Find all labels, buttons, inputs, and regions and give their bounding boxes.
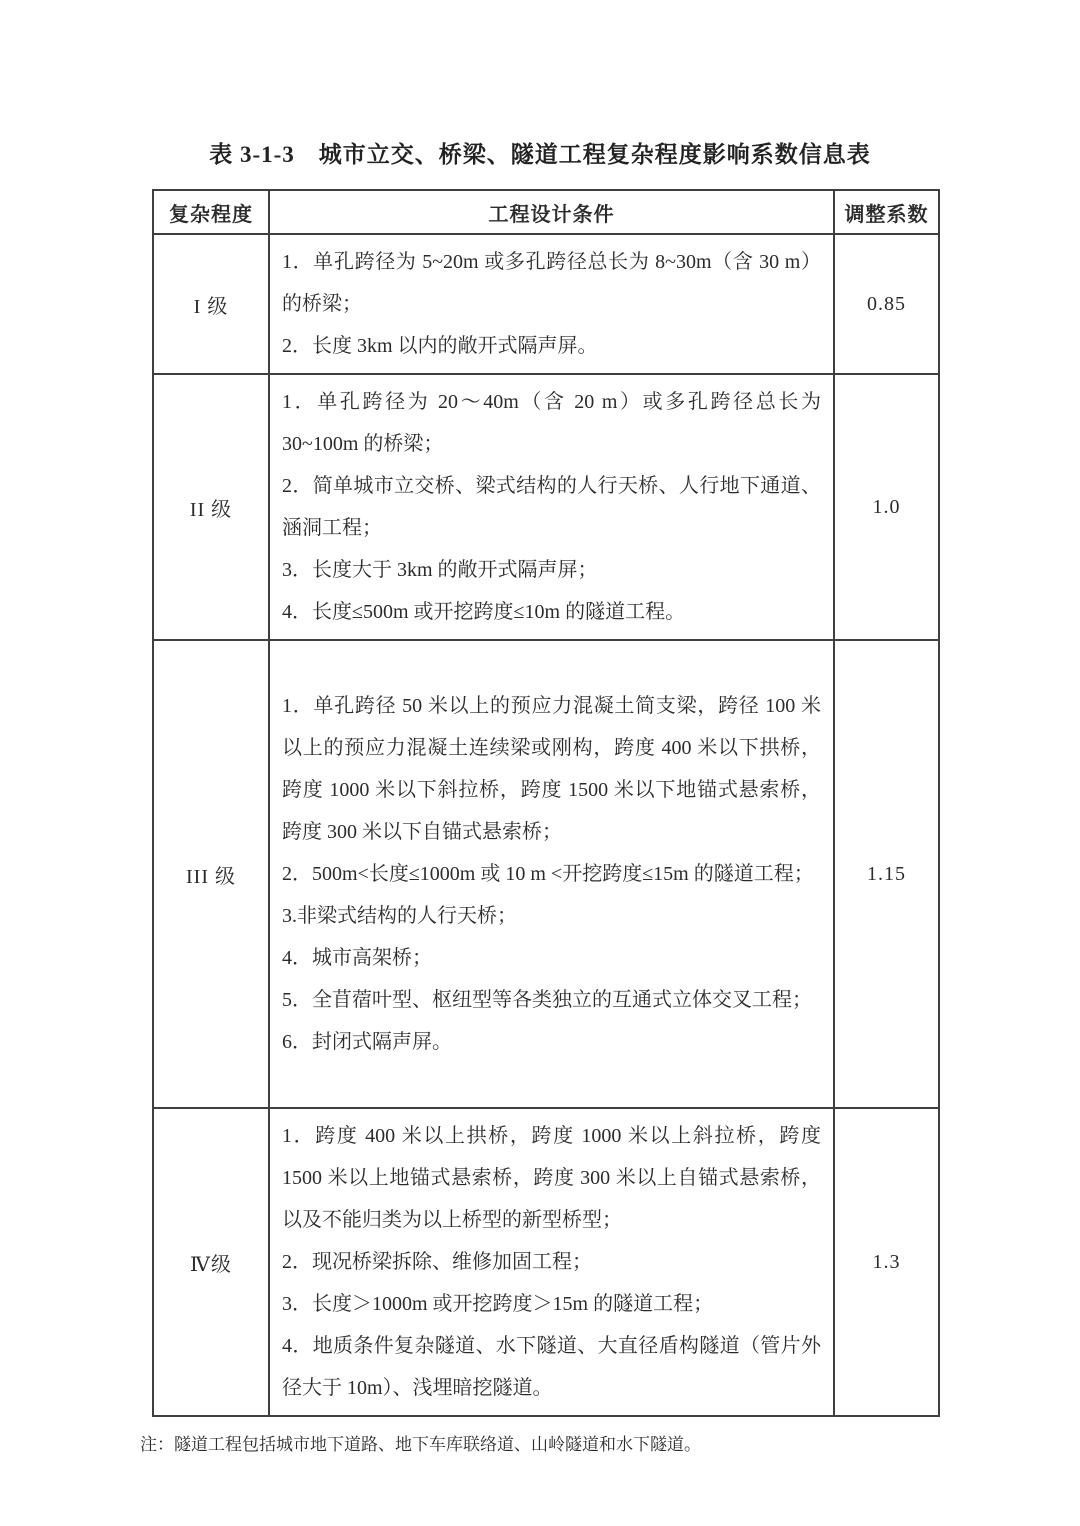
complexity-level-cell: II 级 bbox=[153, 374, 269, 640]
adjustment-coefficient-cell: 1.15 bbox=[834, 640, 939, 1108]
complexity-level-cell: III 级 bbox=[153, 640, 269, 1108]
condition-item: 4．长度≤500m 或开挖跨度≤10m 的隧道工程。 bbox=[282, 601, 686, 623]
design-conditions-cell bbox=[269, 640, 834, 1108]
design-conditions-cell bbox=[269, 374, 834, 640]
adjustment-coefficient-cell: 1.3 bbox=[834, 1108, 939, 1416]
condition-item: 2．简单城市立交桥、梁式结构的人行天桥、人行地下通道、涵洞工程； bbox=[282, 475, 821, 539]
condition-item: 1．单孔跨径为 5~20m 或多孔跨径总长为 8~30m（含 30 m）的桥梁； bbox=[282, 251, 821, 315]
condition-item: 4．城市高架桥； bbox=[282, 947, 432, 969]
table-row bbox=[153, 1108, 939, 1416]
table-body bbox=[153, 234, 939, 1416]
design-conditions-cell bbox=[269, 234, 834, 374]
header-complexity-level: 复杂程度 bbox=[153, 190, 269, 234]
complexity-level-cell: I 级 bbox=[153, 234, 269, 374]
table-header-row bbox=[153, 190, 939, 234]
footnote: 注：隧道工程包括城市地下道路、地下车库联络道、山岭隧道和水下隧道。 bbox=[140, 1435, 701, 1454]
header-adjustment-coefficient: 调整系数 bbox=[834, 190, 939, 234]
table-row bbox=[153, 640, 939, 1108]
header-design-conditions: 工程设计条件 bbox=[269, 190, 834, 234]
table-row bbox=[153, 234, 939, 374]
design-conditions-cell bbox=[269, 1108, 834, 1416]
table-row bbox=[153, 374, 939, 640]
condition-item: 2．现况桥梁拆除、维修加固工程； bbox=[282, 1251, 592, 1273]
adjustment-coefficient-cell: 1.0 bbox=[834, 374, 939, 640]
condition-item: 3.非梁式结构的人行天桥； bbox=[282, 905, 517, 927]
condition-item: 4．地质条件复杂隧道、水下隧道、大直径盾构隧道（管片外径大于 10m）、浅埋暗挖隧道。 bbox=[282, 1335, 821, 1399]
adjustment-coefficient-cell: 0.85 bbox=[834, 234, 939, 374]
condition-item: 1．单孔跨径为 20～40m（含 20 m）或多孔跨径总长为 30~100m 的桥梁； bbox=[282, 391, 821, 455]
condition-item: 5．全苜蓿叶型、枢纽型等各类独立的互通式立体交叉工程； bbox=[282, 989, 812, 1011]
condition-item: 1．跨度 400 米以上拱桥，跨度 1000 米以上斜拉桥，跨度 1500 米以上地锚式悬索桥，跨度 300 米以上自锚式悬索桥，以及不能归类为以上桥型的新型桥型； bbox=[282, 1125, 821, 1231]
condition-item: 2．500m<长度≤1000m 或 10 m <开挖跨度≤15m 的隧道工程； bbox=[282, 863, 814, 885]
condition-item: 3．长度＞1000m 或开挖跨度＞15m 的隧道工程； bbox=[282, 1293, 714, 1315]
condition-item: 2．长度 3km 以内的敞开式隔声屏。 bbox=[282, 335, 598, 357]
complexity-table bbox=[152, 189, 940, 1417]
page-title: 表 3-1-3 城市立交、桥梁、隧道工程复杂程度影响系数信息表 bbox=[209, 142, 871, 167]
condition-item: 1．单孔跨径 50 米以上的预应力混凝土简支梁，跨径 100 米以上的预应力混凝土连续梁或刚构，跨度 400 米以下拱桥，跨度 1000 米以下斜拉桥，跨度 1500 米以下地锚式悬索桥，跨度 300 米以下自锚式悬索桥； bbox=[282, 695, 821, 843]
complexity-level-cell: Ⅳ级 bbox=[153, 1108, 269, 1416]
condition-item: 3．长度大于 3km 的敞开式隔声屏； bbox=[282, 559, 598, 581]
condition-item: 6．封闭式隔声屏。 bbox=[282, 1031, 452, 1053]
